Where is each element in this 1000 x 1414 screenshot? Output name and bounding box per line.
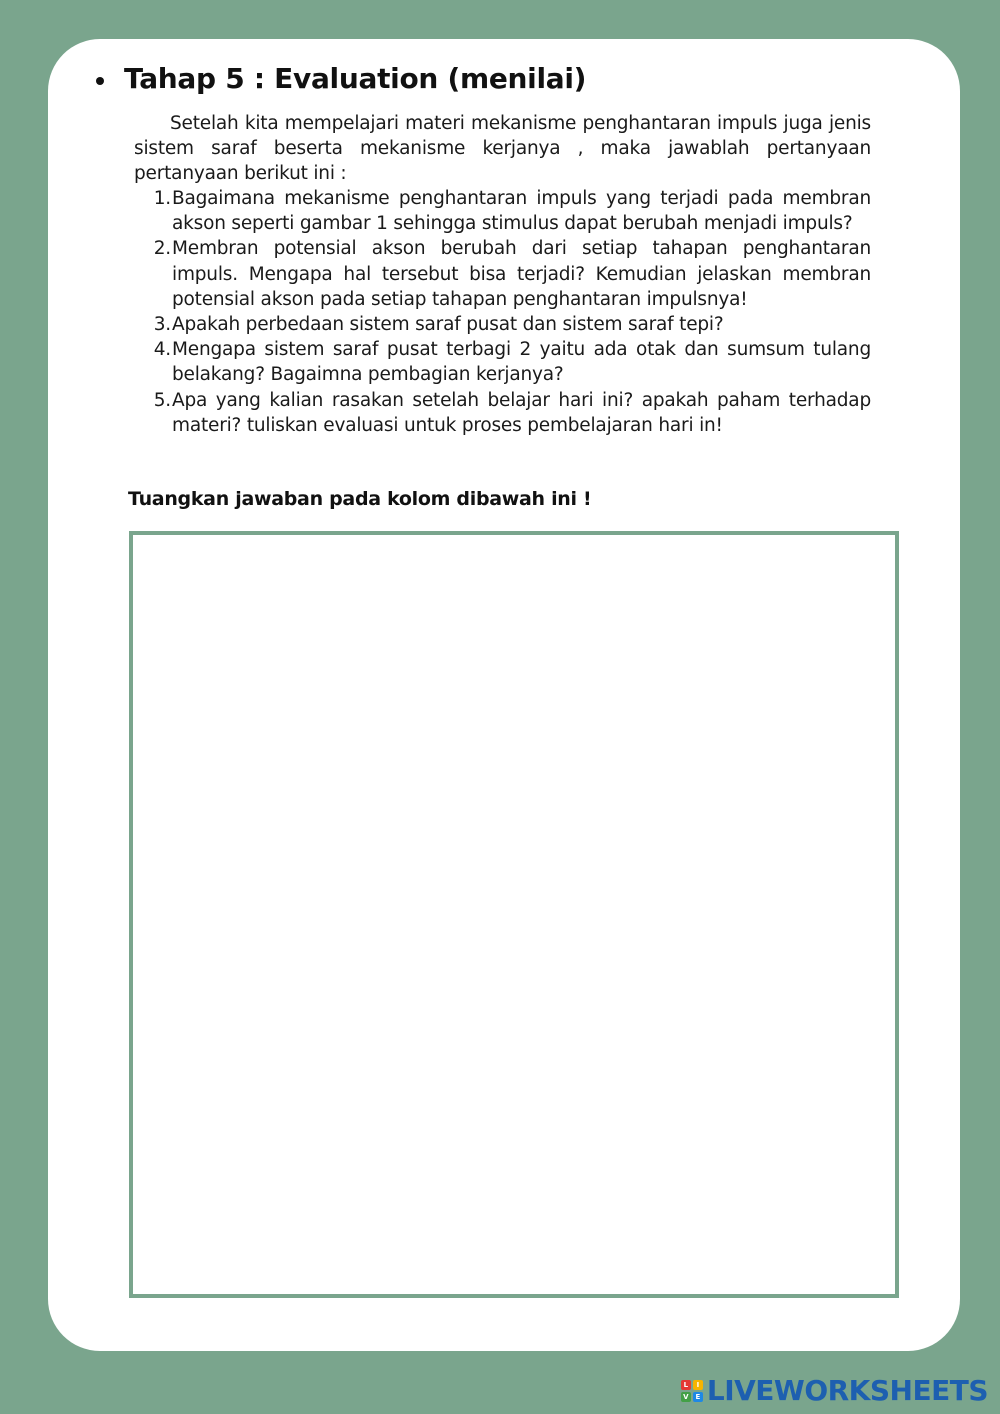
logo-letter: L [681, 1380, 691, 1390]
question-text: Mengapa sistem saraf pusat terbagi 2 yaitu ada otak dan sumsum tulang belakang? Bagaimna pembagian kerjanya? [172, 339, 871, 386]
question-item [134, 337, 871, 387]
logo-letter: V [681, 1392, 691, 1402]
logo-letter: I [693, 1380, 703, 1390]
question-number: 1. [153, 188, 171, 209]
bullet-icon [96, 77, 104, 85]
heading-text: Tahap 5 : Evaluation (menilai) [124, 62, 587, 95]
question-number: 2. [153, 238, 171, 260]
logo-letter: E [693, 1392, 703, 1402]
section-heading [96, 62, 586, 95]
question-item [134, 236, 871, 312]
question-number: 3. [153, 314, 171, 336]
question-text: Membran potensial akson berubah dari setiap tahapan penghantaran impuls. Mengapa hal tersebut bisa terjadi? Kemudian jelaskan membran potensial akson pada setiap tahapan penghantaran impulsnya! [172, 238, 871, 310]
question-number: 5. [153, 389, 171, 411]
liveworksheets-logo-icon [681, 1380, 703, 1402]
question-number: 4. [153, 339, 171, 361]
question-item [134, 388, 871, 438]
answer-textbox[interactable] [129, 531, 899, 1298]
question-item [134, 186, 871, 236]
question-text: Bagaimana mekanisme penghantaran impuls yang terjadi pada membran akson seperti gambar 1 sehingga stimulus dapat berubah menjadi impuls? [172, 188, 871, 235]
question-text: Apa yang kalian rasakan setelah belajar hari ini? apakah paham terhadap materi? tuliskan evaluasi untuk proses pembelajaran hari in! [172, 389, 871, 436]
question-item [134, 312, 871, 337]
intro-paragraph: Setelah kita mempelajari materi mekanisme penghantaran impuls juga jenis sistem saraf beserta mekanisme kerjanya , maka jawablah pertanyaan pertanyaan berikut ini : [134, 113, 871, 185]
question-list [134, 186, 871, 438]
answer-instruction: Tuangkan jawaban pada kolom dibawah ini ! [128, 488, 592, 510]
brand-name: LIVEWORKSHEETS [706, 1374, 988, 1407]
question-text: Apakah perbedaan sistem saraf pusat dan sistem saraf tepi? [172, 314, 724, 336]
liveworksheets-brand [681, 1374, 988, 1407]
